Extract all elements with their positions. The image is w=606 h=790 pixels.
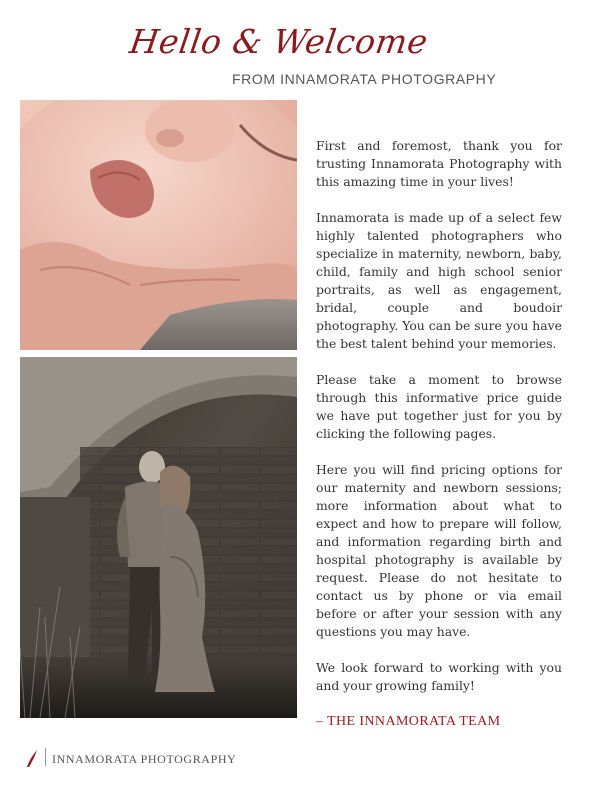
maternity-couple-photo-image xyxy=(20,357,297,718)
paragraph-closing: We look forward to working with you and your growing family! xyxy=(316,660,562,693)
welcome-letter xyxy=(316,137,562,731)
footer-divider xyxy=(45,748,46,766)
paragraph-pricing: Here you will find pricing options for our maternity and newborn sessions; more information about what to expect and how to prepare will follow, and information regarding birth and hospital photography is available by request. Please do not hesitate to contact us by phone or via email before or after your session with any questions you may have. xyxy=(316,462,562,639)
page-header xyxy=(0,0,606,100)
brand-mark-icon xyxy=(24,748,40,768)
newborn-photo xyxy=(20,100,297,350)
footer-brand: INNAMORATA PHOTOGRAPHY xyxy=(52,752,237,766)
paragraph-intro: First and foremost, thank you for trusting Innamorata Photography with this amazing time in your lives! xyxy=(316,138,562,189)
page-title: Hello & Welcome xyxy=(127,22,431,61)
paragraph-about: Innamorata is made up of a select few highly talented photographers who specialize in maternity, newborn, baby, child, family and high school senior portraits, as well as engagement, bridal, couple and boudoir photography. You can be sure you have the best talent behind your memories. xyxy=(316,210,562,351)
newborn-photo-image xyxy=(20,100,297,350)
signature: – THE INNAMORATA TEAM xyxy=(316,714,501,729)
maternity-couple-photo xyxy=(20,357,297,718)
paragraph-browse: Please take a moment to browse through this informative price guide we have put together just for you by clicking the following pages. xyxy=(316,372,562,441)
page-subtitle: FROM INNAMORATA PHOTOGRAPHY xyxy=(232,71,497,87)
